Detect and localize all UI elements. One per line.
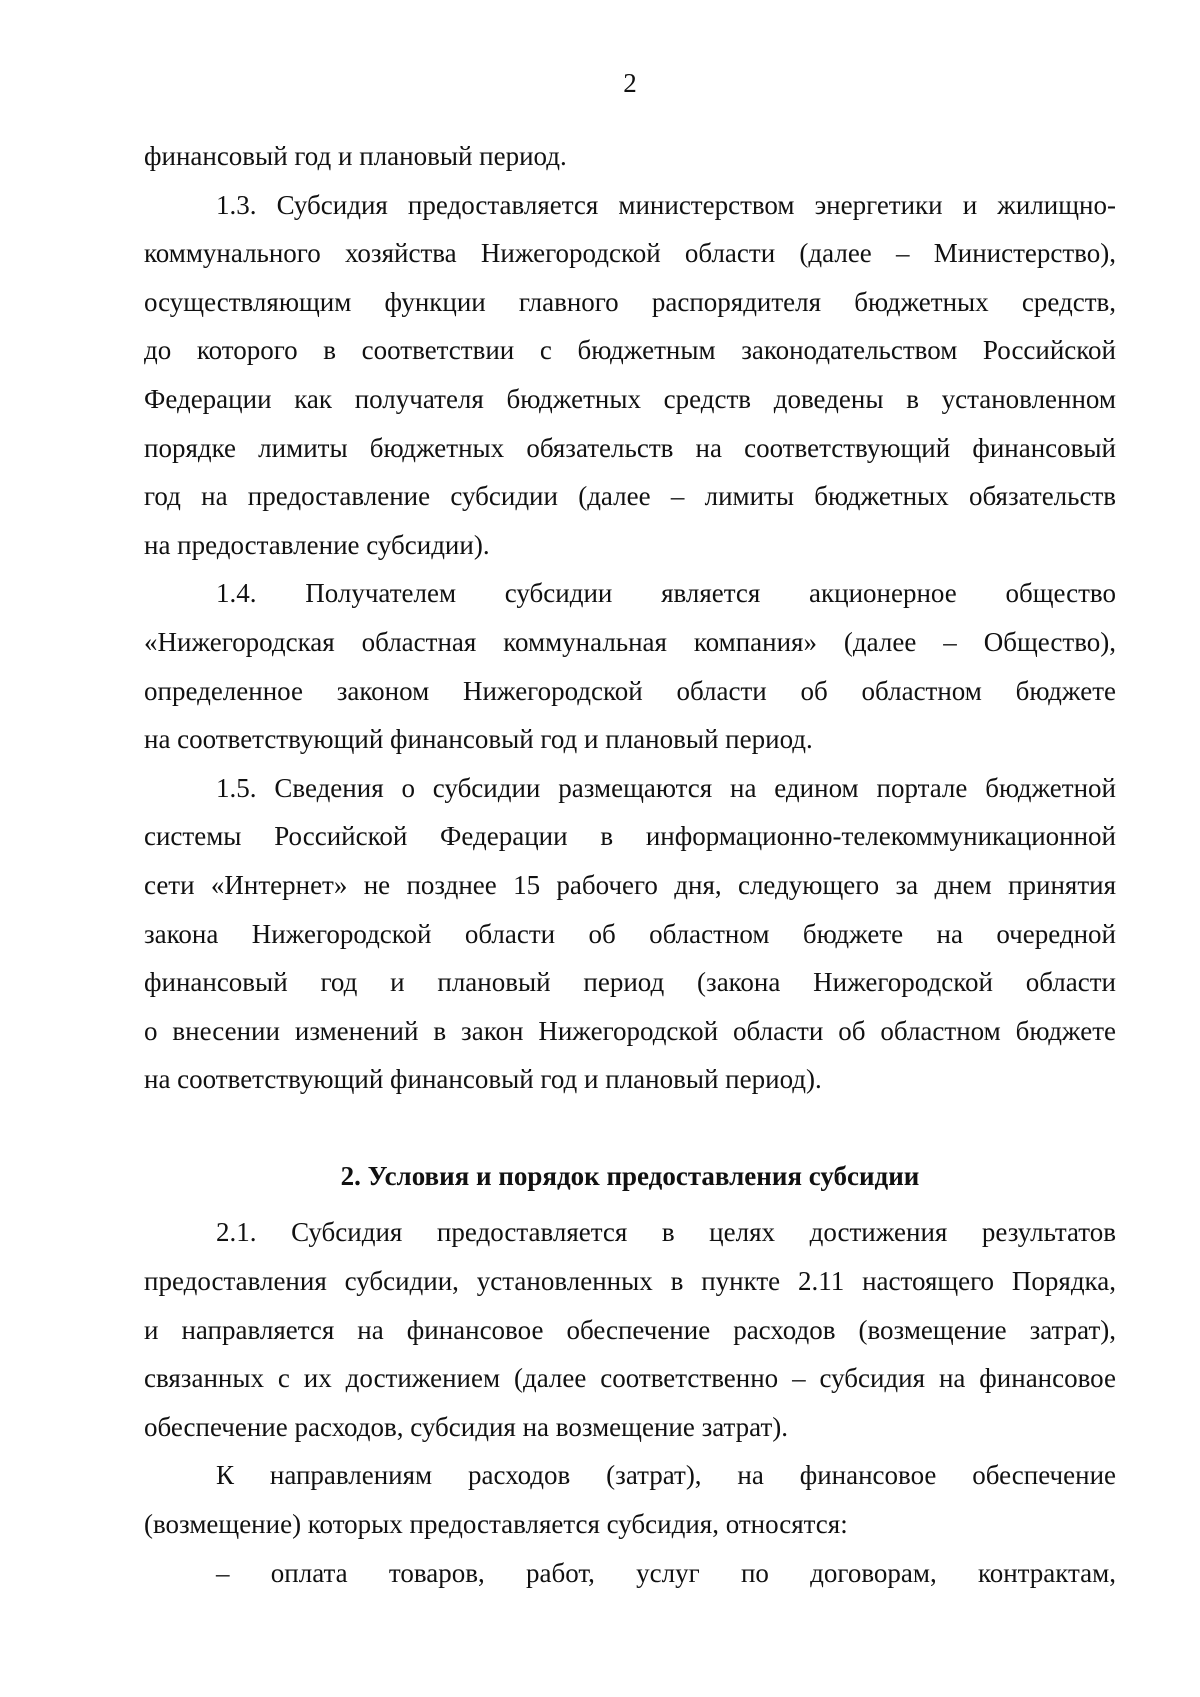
text-line: до которого в соответствии с бюджетным законодательством Российской bbox=[144, 335, 1116, 366]
document-body bbox=[144, 132, 1116, 1597]
text-line: сети «Интернет» не позднее 15 рабочего дня, следующего за днем принятия bbox=[144, 869, 1116, 900]
text-line: связанных с их достижением (далее соответственно – субсидия на финансовое bbox=[144, 1363, 1116, 1394]
text-line: осуществляющим функции главного распорядителя бюджетных средств, bbox=[144, 286, 1116, 317]
section-spacer bbox=[144, 1104, 1116, 1152]
text-line: – оплата товаров, работ, услуг по договорам, контрактам, bbox=[216, 1557, 1116, 1588]
text-line: 1.4. Получателем субсидии является акционерное общество bbox=[216, 578, 1116, 609]
heading-gap bbox=[144, 1200, 1116, 1208]
section-heading: 2. Условия и порядок предоставления субсидии bbox=[340, 1160, 920, 1191]
text-line: 2.1. Субсидия предоставляется в целях достижения результатов bbox=[216, 1217, 1116, 1248]
text-line: К направлениям расходов (затрат), на финансовое обеспечение bbox=[216, 1460, 1116, 1491]
text-line: коммунального хозяйства Нижегородской области (далее – Министерство), bbox=[144, 238, 1116, 269]
text-line: о внесении изменений в закон Нижегородской области об областном бюджете bbox=[144, 1015, 1116, 1046]
text-line: на предоставление субсидии). bbox=[144, 529, 490, 560]
text-line: Федерации как получателя бюджетных средств доведены в установленном bbox=[144, 383, 1116, 414]
text-line: закона Нижегородской области об областном бюджете на очередной bbox=[144, 918, 1116, 949]
page-number: 2 bbox=[623, 68, 637, 98]
text-line: обеспечение расходов, субсидия на возмещение затрат). bbox=[144, 1411, 788, 1442]
text-line: 1.3. Субсидия предоставляется министерством энергетики и жилищно- bbox=[216, 189, 1116, 220]
text-line: (возмещение) которых предоставляется субсидия, относятся: bbox=[144, 1509, 848, 1540]
text-line: предоставления субсидии, установленных в пункте 2.11 настоящего Порядка, bbox=[144, 1266, 1116, 1297]
text-line: «Нижегородская областная коммунальная компания» (далее – Общество), bbox=[144, 626, 1116, 657]
text-line: 1.5. Сведения о субсидии размещаются на едином портале бюджетной bbox=[216, 772, 1116, 803]
text-line: финансовый год и плановый период (закона Нижегородской области bbox=[144, 967, 1116, 998]
text-line: системы Российской Федерации в информационно-телекоммуникационной bbox=[144, 821, 1116, 852]
text-line: финансовый год и плановый период. bbox=[144, 141, 567, 171]
text-line: и направляется на финансовое обеспечение расходов (возмещение затрат), bbox=[144, 1314, 1116, 1345]
text-line: год на предоставление субсидии (далее – лимиты бюджетных обязательств bbox=[144, 481, 1116, 512]
text-line: определенное законом Нижегородской области об областном бюджете bbox=[144, 675, 1116, 706]
text-line: на соответствующий финансовый год и плановый период). bbox=[144, 1064, 822, 1095]
text-line: порядке лимиты бюджетных обязательств на соответствующий финансовый bbox=[144, 432, 1116, 463]
text-line: на соответствующий финансовый год и плановый период. bbox=[144, 724, 813, 755]
